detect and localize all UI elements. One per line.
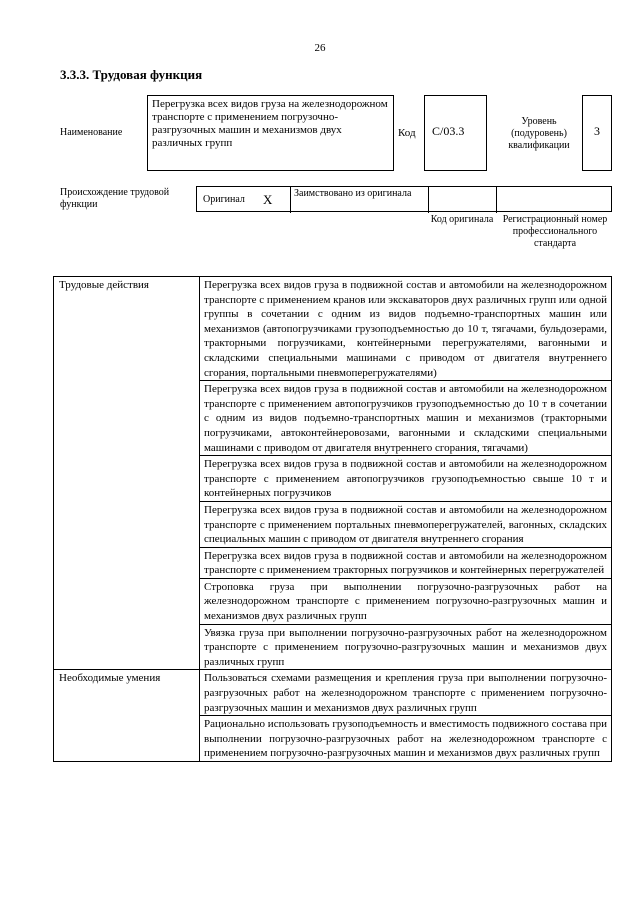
table-row	[54, 277, 612, 381]
code-label: Код	[398, 127, 416, 139]
row-item: Перегрузка всех видов груза в подвижной состав и автомобили на железнодорожном транспорте с применением автопогрузчиков грузоподъемностью свыше 10 т и контейнерных погрузчиков	[200, 456, 612, 502]
row-heading: Необходимые умения	[54, 670, 200, 762]
row-item: Пользоваться схемами размещения и крепления груза при выполнении погрузочно-разгрузочных работ на железнодорожном транспорте с применением погрузочно-разгрузочных машин и механизмов двух различных групп	[200, 670, 612, 716]
function-name-value: Перегрузка всех видов груза на железнодорожном транспорте с применением погрузочно-разгрузочных машин и механизмов двух различных групп	[152, 98, 388, 149]
level-box	[582, 95, 612, 171]
code-original-caption: Код оригинала	[430, 214, 494, 225]
name-label: Наименование	[60, 127, 123, 138]
reg-number-caption: Регистрационный номер профессионального стандарта	[502, 214, 608, 249]
code-box	[424, 95, 487, 171]
original-mark: X	[263, 192, 273, 207]
origin-row	[196, 186, 612, 212]
borrowed-label: Заимствовано из оригинала	[294, 188, 412, 199]
original-cell	[197, 187, 291, 213]
page-number: 26	[314, 42, 326, 54]
reg-number-cell	[497, 187, 611, 213]
row-item: Перегрузка всех видов груза в подвижной состав и автомобили на железнодорожном транспорте с применением тракторных погрузчиков и контейнерных перегружателей	[200, 547, 612, 578]
row-item: Перегрузка всех видов груза в подвижной состав и автомобили на железнодорожном транспорте с применением автопогрузчиков грузоподъемностью до 10 т в сочетании с одним из видов подъемно-транспортных машин и механизмов (тракторными погрузчиками, автоконтейнеровозами, вагонными и складскими специальными машинами с приводом от двигателя внутреннего сгорания, тягачами)	[200, 381, 612, 456]
original-label: Оригинал	[203, 194, 245, 205]
code-original-cell	[429, 187, 497, 213]
level-label: Уровень (подуровень) квалификации	[508, 116, 570, 151]
code-value: C/03.3	[432, 124, 465, 138]
row-heading: Трудовые действия	[54, 277, 200, 670]
table-row	[54, 670, 612, 716]
borrowed-cell	[291, 187, 429, 213]
function-table	[53, 276, 612, 762]
level-value: 3	[594, 124, 600, 138]
section-title: 3.3.3. Трудовая функция	[60, 67, 203, 82]
row-item: Строповка груза при выполнении погрузочно-разгрузочных работ на железнодорожном транспорте с применением погрузочно-разгрузочных машин и механизмов двух различных групп	[200, 578, 612, 624]
function-name-box	[147, 95, 394, 171]
row-item: Перегрузка всех видов груза в подвижной состав и автомобили на железнодорожном транспорте с применением кранов или экскаваторов двух различных групп или одной группы в сочетании с одним из видов подъемно-транспортных машин или механизмов (автопогрузчиками грузоподъемностью до 10 т, тягачами, бульдозерами, тракторными погрузчиками, контейнерными перегружателями, вагонными и складскими специальными машинами с приводом от двигателя внутреннего сгорания, портальными пневмоперегружателями)	[200, 277, 612, 381]
row-item: Рационально использовать грузоподъемность и вместимость подвижного состава при выполнении погрузочно-разгрузочных работ на железнодорожном транспорте с применением погрузочно-разгрузочных машин и механизмов двух различных групп	[200, 716, 612, 762]
origin-label: Происхождение трудовой функции	[60, 187, 170, 210]
row-item: Перегрузка всех видов груза в подвижной состав и автомобили на железнодорожном транспорте с применением портальных пневмоперегружателей, вагонных, складских специальных машин с приводом от двигателя внутреннего сгорания	[200, 501, 612, 547]
row-item: Увязка груза при выполнении погрузочно-разгрузочных работ на железнодорожном транспорте с применением погрузочно-разгрузочных машин и механизмов двух различных групп	[200, 624, 612, 670]
